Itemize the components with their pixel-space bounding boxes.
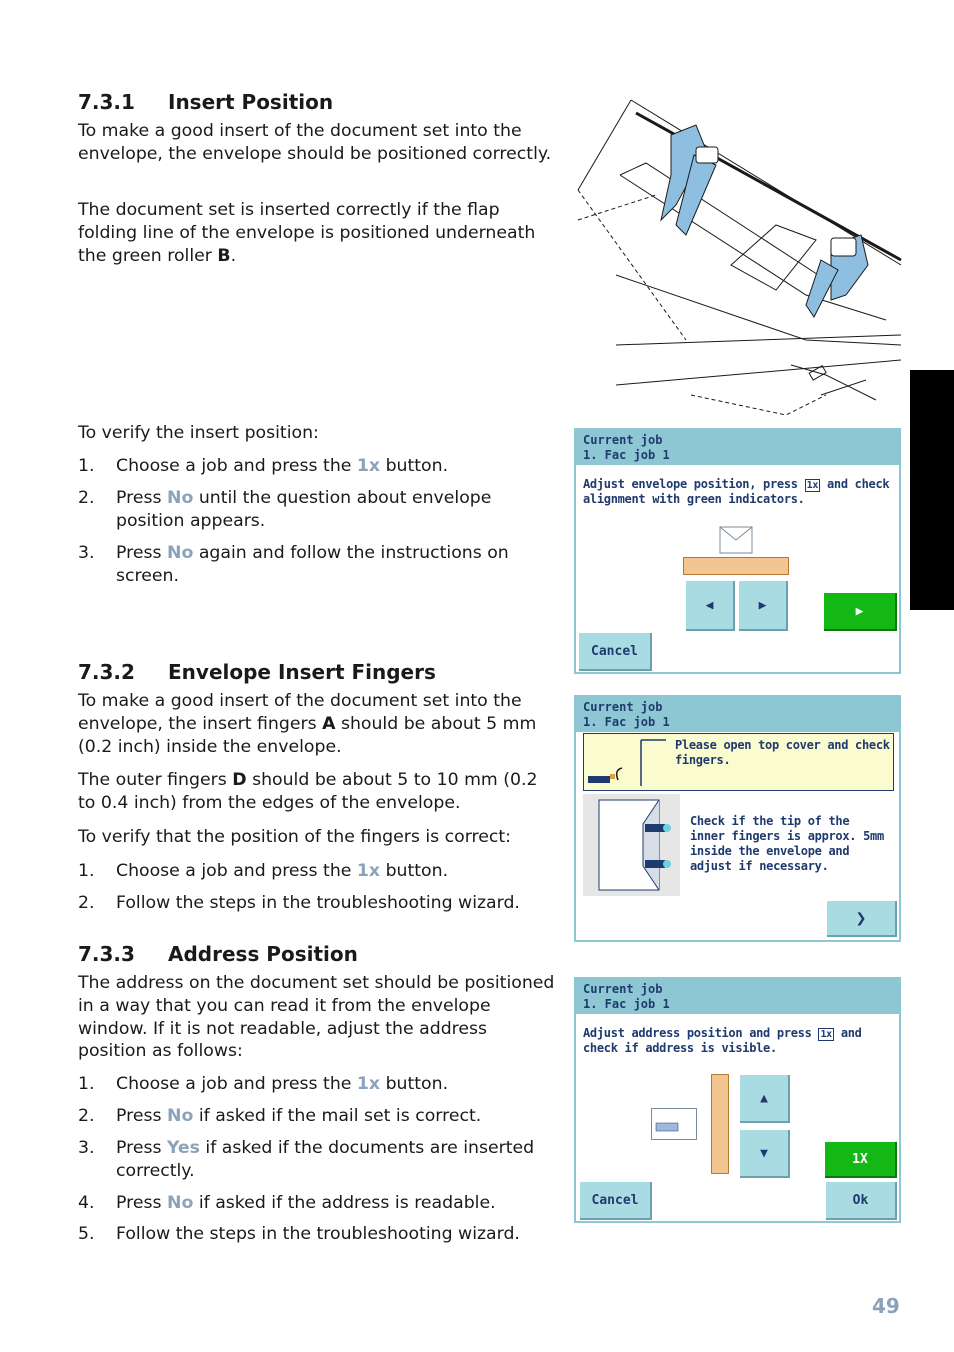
finger-position-icon	[583, 794, 680, 896]
screen-check-fingers	[574, 695, 901, 942]
text-run: should be about 5 mm (0.2 inch) inside the envelope.	[78, 713, 537, 757]
text-run: Adjust envelope position, press	[583, 477, 805, 491]
text-run: button.	[380, 861, 449, 881]
text-run: Choose a job and press the	[116, 861, 357, 881]
paragraph	[78, 690, 558, 758]
next-step-icon: ▶︎	[855, 603, 864, 619]
list-item	[78, 1105, 558, 1128]
text-run: Choose a job and press the	[116, 1074, 357, 1094]
onex-badge: 1x	[806, 480, 819, 491]
paragraph: To make a good insert of the document set into the envelope, the envelope should be positioned correctly.	[78, 121, 552, 164]
text-run: again and follow the instructions on screen.	[116, 543, 509, 586]
section-number: 7.3.2	[78, 660, 135, 684]
up-arrow-icon: ▲	[760, 1090, 768, 1106]
onex-badge: 1x	[820, 1029, 832, 1040]
keyword-1x: 1x	[356, 456, 381, 476]
label-a: A	[322, 713, 336, 734]
keyword-1x: 1x	[356, 861, 381, 881]
text-run: Adjust address position and press	[583, 1026, 819, 1040]
address-window-icon	[651, 1108, 697, 1140]
job-name: 1. Fac job 1	[583, 715, 670, 729]
list-item	[78, 1137, 558, 1183]
list-item	[78, 892, 558, 915]
text-run: and check if address is visible.	[583, 1026, 862, 1055]
current-job-label: Current job	[583, 433, 663, 447]
keyword-no: No	[166, 543, 194, 563]
text-run: Press	[116, 543, 167, 563]
current-job-label: Current job	[583, 700, 663, 714]
step-number: 2.	[78, 1106, 95, 1126]
text-run: The outer fingers	[78, 770, 233, 790]
text-run: should be about 5 to 10 mm (0.2 to 0.4 inch) from the edges of the envelope.	[78, 770, 538, 813]
step-number: 1.	[78, 1074, 95, 1094]
inserter-fingers-illustration	[576, 95, 904, 420]
text-run: Press	[116, 1138, 167, 1158]
step-number: 3.	[78, 543, 95, 563]
keyword-1x: 1x	[356, 1074, 381, 1094]
down-arrow-button[interactable]	[740, 1130, 790, 1178]
text-run: To make a good insert of the document set into the envelope, the insert fingers	[78, 691, 522, 734]
notice-box	[583, 733, 894, 791]
step-number: 1.	[78, 456, 95, 476]
section-title: Insert Position	[168, 90, 334, 114]
screen-address-position	[574, 977, 901, 1223]
section-title: Envelope Insert Fingers	[168, 660, 436, 684]
confirm-button[interactable]	[824, 593, 897, 631]
keyword-no: No	[166, 1106, 194, 1126]
job-name: 1. Fac job 1	[583, 997, 670, 1011]
list-item	[78, 487, 558, 533]
open-cover-icon	[586, 736, 668, 788]
verify-intro: To verify the insert position:	[78, 423, 319, 443]
step-number: 2.	[78, 488, 95, 508]
paragraph: The address on the document set should be positioned in a way that you can read it from the envelope window. If it is not readable, adjust the address position as follows:	[78, 973, 555, 1062]
step-number: 3.	[78, 1138, 95, 1158]
verify-intro: To verify that the position of the fingers is correct:	[78, 827, 512, 847]
envelope-icon	[718, 525, 754, 555]
chapter-tab	[910, 370, 954, 610]
next-button[interactable]	[827, 901, 897, 937]
list-item	[78, 860, 558, 883]
left-arrow-button[interactable]	[686, 581, 735, 631]
keyword-no: No	[166, 1193, 194, 1213]
step-number: 4.	[78, 1193, 95, 1213]
step-number: 5.	[78, 1224, 95, 1244]
text-run: Press	[116, 488, 167, 508]
text-run: until the question about envelope position appears.	[116, 488, 492, 531]
text-run: Choose a job and press the	[116, 456, 357, 476]
screen-message	[583, 1026, 893, 1056]
cancel-button[interactable]: Cancel	[579, 633, 652, 671]
text-run: The document set is inserted correctly if the flap folding line of the envelope is positioned underneath the green roller	[78, 200, 536, 266]
onex-button[interactable]: 1X	[825, 1142, 897, 1178]
notice-text: Please open top cover and check fingers.	[675, 738, 890, 767]
paragraph	[78, 199, 558, 267]
list-item	[78, 1192, 558, 1215]
cancel-button[interactable]: Cancel	[580, 1182, 652, 1220]
text-run: if asked if the address is readable.	[193, 1193, 496, 1213]
list-item	[78, 1223, 558, 1246]
instruction-text: Check if the tip of the inner fingers is approx. 5mm inside the envelope and adjust if necessary.	[690, 814, 884, 873]
screen-header	[576, 697, 899, 732]
right-arrow-button[interactable]	[739, 581, 788, 631]
ok-button[interactable]: Ok	[826, 1182, 897, 1220]
text-run: if asked if the mail set is correct.	[193, 1106, 482, 1126]
screen-envelope-position	[574, 428, 901, 674]
section-heading-insert-position	[78, 90, 333, 114]
vertical-ruler	[711, 1074, 729, 1174]
text-run: Press	[116, 1193, 167, 1213]
section-heading-address-position	[78, 942, 358, 966]
down-arrow-icon: ▼	[760, 1145, 768, 1161]
text-run: if asked if the documents are inserted correctly.	[116, 1138, 535, 1181]
section-number: 7.3.3	[78, 942, 135, 966]
up-arrow-button[interactable]	[740, 1075, 790, 1123]
screen-header	[576, 430, 899, 465]
keyword-no: No	[166, 488, 194, 508]
text-run: Follow the steps in the troubleshooting wizard.	[116, 893, 520, 913]
label-d: D	[232, 770, 247, 790]
page-number: 49	[872, 1294, 900, 1318]
left-arrow-icon: ◀	[705, 597, 714, 613]
label-b: B	[217, 245, 231, 266]
text-run: Press	[116, 1106, 167, 1126]
current-job-label: Current job	[583, 982, 663, 996]
step-number: 1.	[78, 861, 95, 881]
screen-header	[576, 979, 899, 1014]
paragraph	[78, 769, 558, 815]
screen-message	[583, 477, 893, 507]
chevron-right-icon: ❯	[855, 907, 867, 929]
section-title: Address Position	[168, 942, 358, 966]
list-item	[78, 542, 558, 588]
step-number: 2.	[78, 893, 95, 913]
list-item	[78, 1073, 558, 1096]
section-heading-envelope-insert-fingers	[78, 660, 436, 684]
text-run: and check alignment with green indicators.	[583, 477, 890, 506]
list-item	[78, 455, 558, 478]
text-run: Follow the steps in the troubleshooting wizard.	[116, 1224, 520, 1244]
text-run: .	[230, 245, 237, 266]
text-run: button.	[380, 1074, 449, 1094]
job-name: 1. Fac job 1	[583, 448, 670, 462]
section-number: 7.3.1	[78, 90, 135, 114]
position-ruler	[683, 557, 789, 575]
right-arrow-icon: ▶	[758, 597, 767, 613]
text-run: button.	[380, 456, 449, 476]
keyword-yes: Yes	[166, 1138, 200, 1158]
